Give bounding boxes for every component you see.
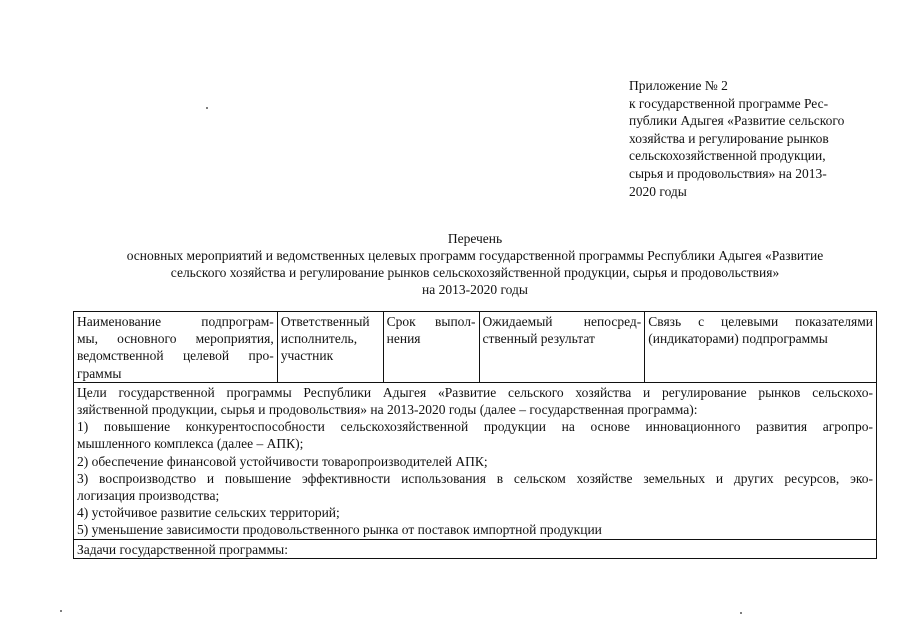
header-line: граммы [77,365,122,381]
goals-line: Цели государственной программы Республики Адыгея «Развитие сельского хозяйства и регулирование рынков сельскохо- [77,384,873,400]
tasks-cell: Задачи государственной программы: [74,539,877,558]
appendix-note [629,77,869,200]
tasks-row [74,539,877,558]
scan-speck [740,612,742,614]
header-line: Связь с целевыми показателями [648,314,873,329]
appendix-line: к государственной программе Рес- [629,95,829,111]
appendix-line: 2020 годы [629,183,687,199]
header-line: Ответственный [280,314,370,329]
appendix-line: публики Адыгея «Развитие сельского [629,113,845,129]
document-title [60,230,890,298]
title-line: на 2013-2020 годы [422,282,528,297]
header-line: Ожидаемый непосред- [482,314,642,329]
title-heading: Перечень [447,231,503,246]
appendix-line: Приложение № 2 [629,78,728,93]
header-line: исполнитель, [280,331,358,347]
table-header-row [74,312,877,383]
header-line: (индикаторами) подпрограммы [648,331,828,347]
header-line: ственный результат [482,331,595,347]
goals-line: 1) повышение конкурентоспособности сельскохозяйственной продукции на основе инновационного развития агропро- [77,419,873,435]
title-line: сельского хозяйства и регулирование рынков сельскохозяйственной продукции, сырья и продовольствия» [170,265,780,280]
appendix-line: сырья и продовольствия» на 2013- [629,165,827,181]
goals-line: 5) уменьшение зависимости продовольственного рынка от поставок импортной продукции [77,522,602,538]
appendix-line: хозяйства и регулирование рынков [629,130,829,146]
scan-speck [60,610,62,612]
header-cell-indicators [645,312,877,383]
goals-line: зяйственной продукции, сырья и продовольствия» на 2013-2020 годы (далее – государственная программа): [77,402,698,418]
header-line: мы, основного мероприятия, [77,331,274,347]
header-cell-result [479,312,645,383]
goals-line: 4) устойчивое развитие сельских территорий; [77,505,340,521]
header-line: Наименование подпрограм- [77,314,274,329]
header-cell-executor [277,312,383,383]
scan-speck [206,107,208,109]
header-cell-deadline [383,312,479,383]
goals-row [74,382,877,539]
header-line: Срок выпол- [386,314,476,329]
header-line: нения [386,331,421,347]
goals-line: 2) обеспечение финансовой устойчивости товаропроизводителей АПК; [77,453,488,469]
title-line: основных мероприятий и ведомственных целевых программ государственной программы Республики Адыгея «Развитие [126,248,824,263]
header-line: ведомственной целевой про- [77,348,274,364]
goals-cell [74,382,877,539]
measures-table [73,311,877,559]
goals-line: 3) воспроизводство и повышение эффективности использования в сельском хозяйстве земельных и других ресурсов, эко- [77,470,873,486]
appendix-line: сельскохозяйственной продукции, [629,148,826,164]
header-line: участник [280,348,334,364]
goals-line: мышленного комплекса (далее – АПК); [77,436,304,452]
goals-line: логизация производства; [77,488,220,504]
header-cell-name [74,312,278,383]
